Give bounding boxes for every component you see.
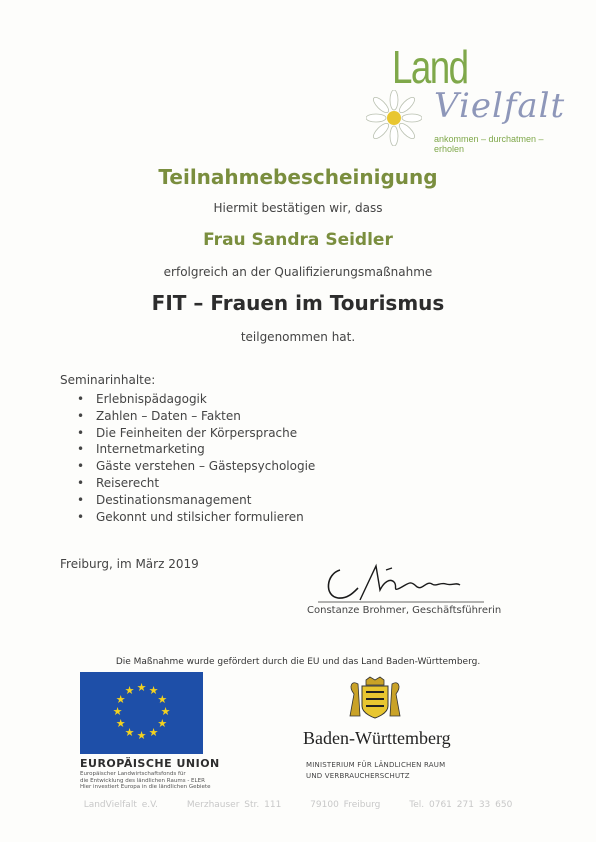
- footer: [0, 800, 596, 810]
- place-date: Freiburg, im März 2019: [60, 557, 199, 571]
- footer-phone: Tel. 0761 271 33 650: [409, 800, 513, 810]
- list-item: • Internetmarketing: [60, 441, 315, 458]
- signatory-name: Constanze Brohmer, Geschäftsführerin: [307, 605, 502, 616]
- participant-name: Frau Sandra Seidler: [203, 230, 393, 250]
- eu-subtitle-line: Europäischer Landwirtschaftsfonds für: [80, 771, 186, 777]
- eu-title: EUROPÄISCHE UNION: [80, 757, 220, 770]
- bw-ministry: [306, 760, 445, 782]
- list-item: • Destinationsmanagement: [60, 492, 315, 509]
- landvielfalt-logo: [362, 40, 566, 154]
- seminar-list: [60, 391, 315, 525]
- eu-flag: [80, 672, 203, 754]
- bw-ministry-line: UND VERBRAUCHERSCHUTZ: [306, 772, 410, 780]
- coat-of-arms-icon: [342, 676, 408, 720]
- certificate-title: Teilnahmebescheinigung: [158, 165, 438, 189]
- logo-tagline: ankommen – durchatmen – erholen: [434, 134, 544, 154]
- svg-text:★: ★: [148, 684, 159, 698]
- eu-subtitle: [80, 771, 215, 791]
- handwritten-signature: [318, 560, 488, 606]
- daisy-icon: [366, 90, 422, 146]
- list-item: • Gäste verstehen – Gästepsychologie: [60, 458, 315, 475]
- bw-name: Baden-Württemberg: [303, 728, 451, 748]
- svg-text:★: ★: [136, 681, 147, 694]
- svg-text:★: ★: [124, 684, 135, 698]
- bw-ministry-line: MINISTERIUM FÜR LÄNDLICHEN RAUM: [306, 761, 446, 769]
- svg-text:★: ★: [115, 693, 126, 706]
- participated-text: teilgenommen hat.: [240, 330, 356, 344]
- logo-land-text: Land: [392, 41, 468, 93]
- list-item: • Gekonnt und stilsicher formulieren: [60, 509, 315, 526]
- seminar-heading: Seminarinhalte:: [60, 373, 156, 387]
- svg-text:★: ★: [157, 717, 168, 730]
- svg-text:★: ★: [124, 725, 135, 739]
- eu-subtitle-line: Hier investiert Europa in die ländlichen Gebiete: [80, 784, 211, 790]
- footer-street: Merzhauser Str. 111: [186, 800, 282, 810]
- svg-text:★: ★: [160, 705, 171, 718]
- course-title: FIT – Frauen im Tourismus: [151, 291, 445, 315]
- list-item: • Erlebnispädagogik: [60, 391, 315, 408]
- eu-subtitle-line: die Entwicklung des ländlichen Raums - ELER: [80, 777, 205, 784]
- success-text: erfolgreich an der Qualifizierungsmaßnahme: [163, 265, 433, 279]
- footer-org: LandVielfalt e.V.: [83, 800, 158, 810]
- list-item: • Die Feinheiten der Körpersprache: [60, 425, 315, 442]
- confirmation-text: Hiermit bestätigen wir, dass: [213, 201, 383, 215]
- funding-note: Die Maßnahme wurde gefördert durch die EU und das Land Baden-Württemberg.: [115, 657, 481, 667]
- svg-text:★: ★: [115, 717, 126, 730]
- svg-text:★: ★: [148, 725, 159, 739]
- list-item: • Reiserecht: [60, 475, 315, 492]
- svg-text:★: ★: [112, 705, 123, 718]
- svg-text:★: ★: [157, 693, 168, 706]
- footer-city: 79100 Freiburg: [310, 800, 381, 810]
- list-item: • Zahlen – Daten – Fakten: [60, 408, 315, 425]
- svg-text:★: ★: [136, 729, 147, 742]
- eu-stars-icon: [80, 672, 203, 754]
- logo-vielfalt-text: Vielfalt: [434, 86, 566, 126]
